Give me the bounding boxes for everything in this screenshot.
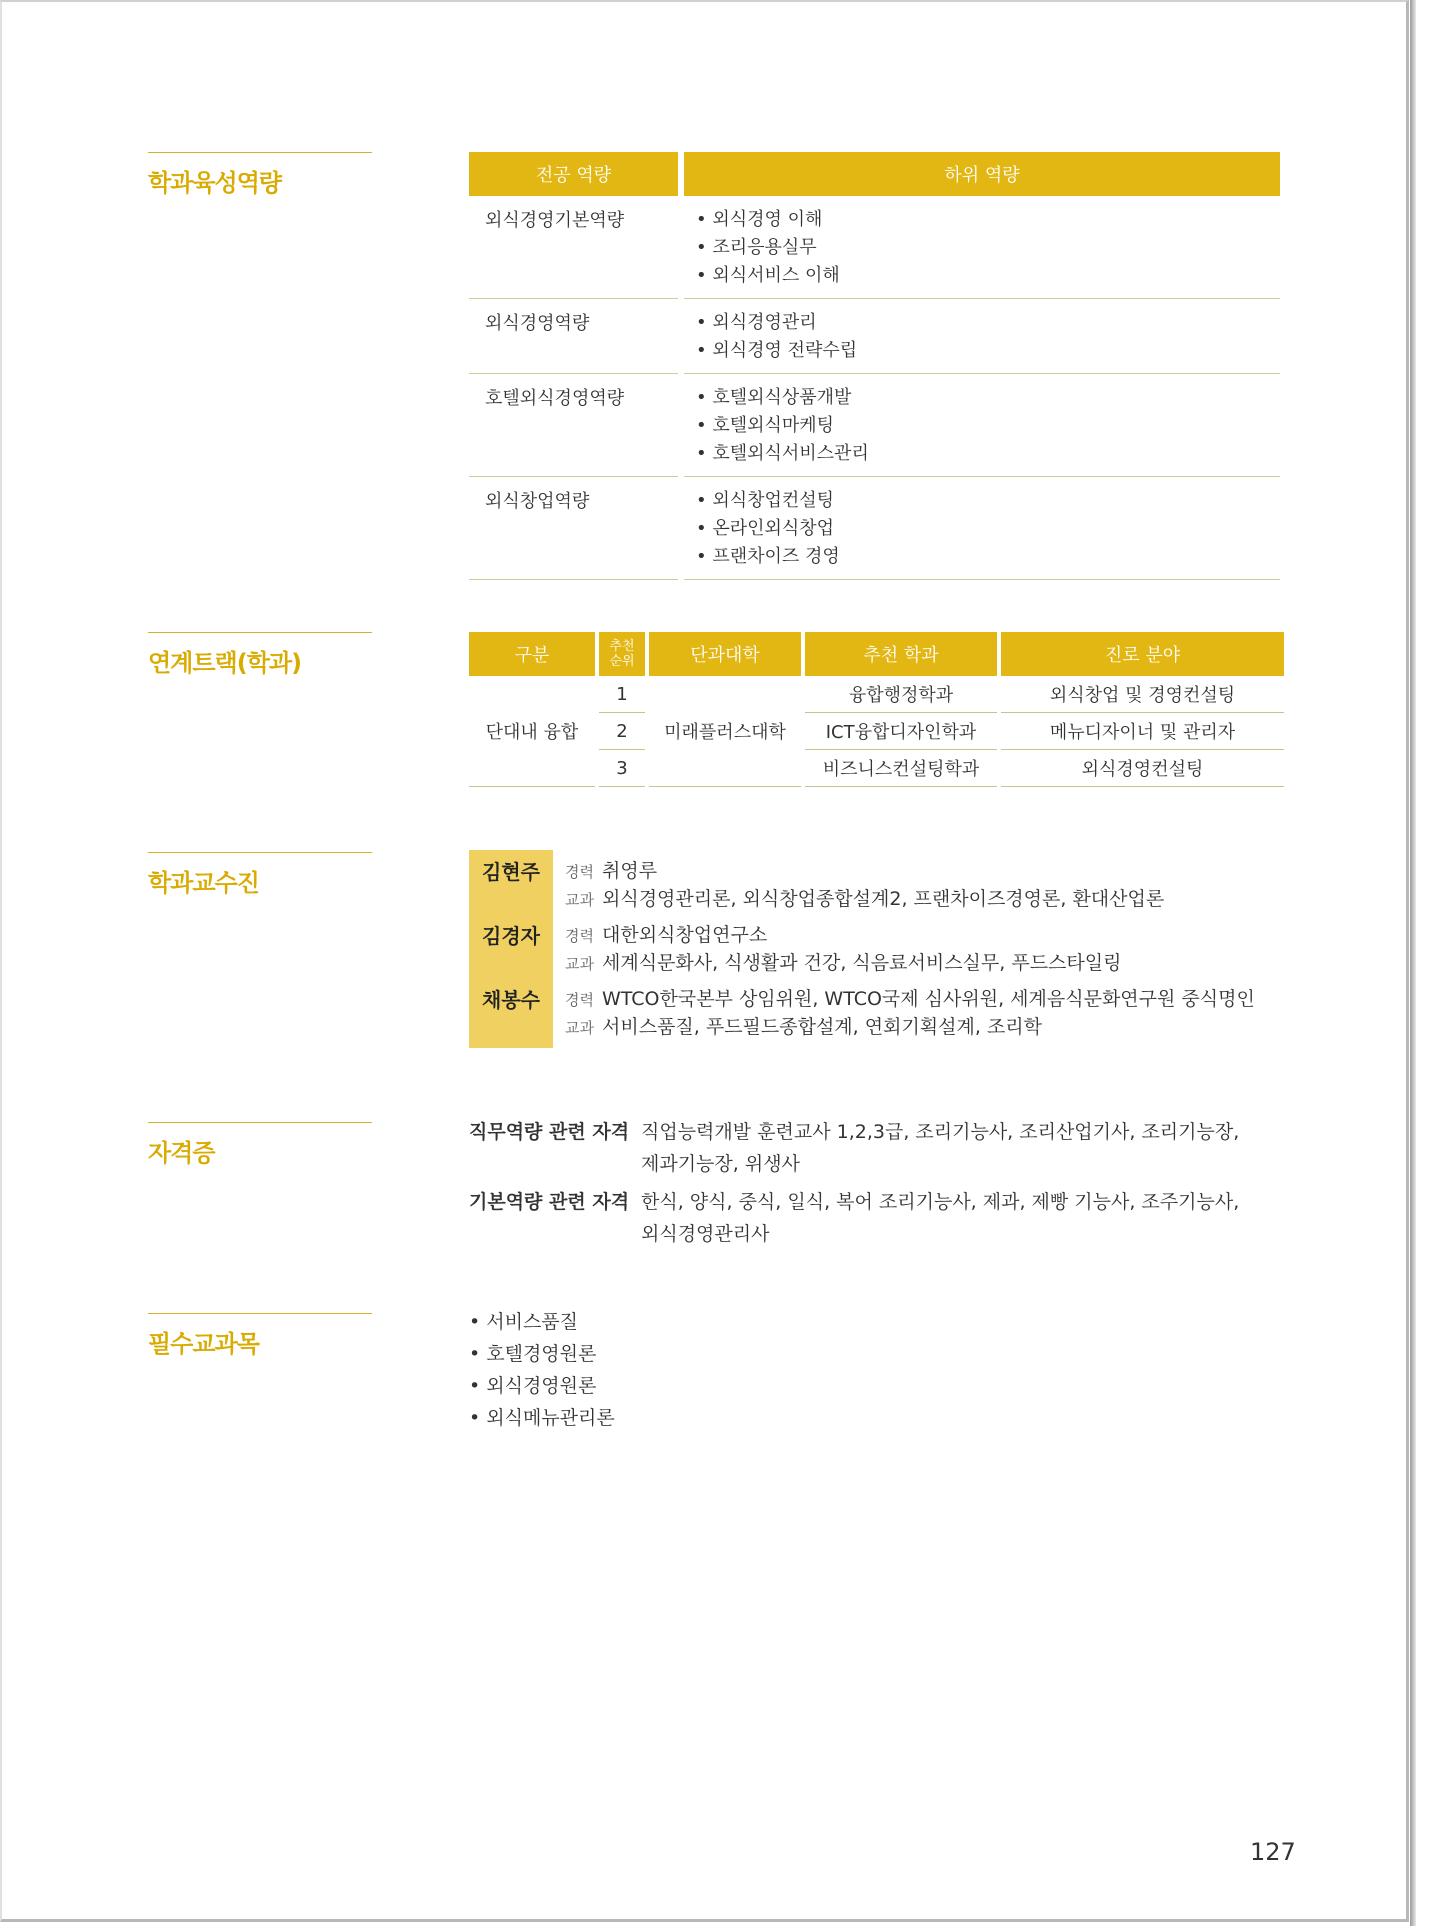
certificate-values — [641, 1116, 1239, 1180]
list-item: • 외식경영관리 — [696, 309, 1280, 337]
track-type: 단대내 융합 — [469, 676, 595, 787]
table-row — [469, 196, 1280, 299]
sub-competencies — [684, 477, 1280, 580]
certificate-line: 외식경영관리사 — [641, 1223, 770, 1245]
header-dept: 추천 학과 — [805, 632, 997, 676]
faculty-name: 김경자 — [482, 924, 540, 948]
section-title-track: 연계트랙(학과) — [148, 632, 372, 678]
list-item: • 서비스품질 — [469, 1306, 615, 1338]
faculty-course-row — [565, 1012, 1042, 1039]
header-career: 진로 분야 — [1001, 632, 1284, 676]
header-college: 단과대학 — [649, 632, 801, 676]
rank-cell: 2 — [599, 713, 645, 750]
dept-cell: 융합행정학과 — [805, 676, 997, 713]
section-title-certificates: 자격증 — [148, 1122, 372, 1168]
list-item: • 프랜차이즈 경영 — [696, 543, 1280, 571]
rank-cell: 3 — [599, 750, 645, 787]
faculty-course-row — [565, 948, 1121, 975]
career-cell: 외식창업 및 경영컨설팅 — [1001, 676, 1284, 713]
section-title-competency: 학과육성역량 — [148, 152, 372, 198]
major-competency: 외식창업역량 — [469, 477, 678, 580]
dept-cell: 비즈니스컨설팅학과 — [805, 750, 997, 787]
list-item: • 호텔경영원론 — [469, 1338, 615, 1370]
certificate-line: 직업능력개발 훈련교사 1,2,3급, 조리기능사, 조리산업기사, 조리기능장, — [641, 1121, 1240, 1143]
faculty-member — [469, 978, 1289, 1042]
college-cell: 미래플러스대학 — [649, 676, 801, 787]
list-item: • 호텔외식서비스관리 — [696, 440, 1280, 468]
list-item: • 호텔외식상품개발 — [696, 384, 1280, 412]
career-label: 경력 — [565, 863, 594, 881]
header-rank-bottom: 순위 — [609, 654, 635, 669]
faculty-career-row — [565, 920, 767, 947]
certificate-values — [641, 1186, 1239, 1250]
career-label: 경력 — [565, 927, 594, 945]
faculty-name: 채봉수 — [482, 988, 540, 1012]
table-row — [469, 299, 1280, 374]
rank-cell: 1 — [599, 676, 645, 713]
certificate-row — [469, 1186, 1289, 1250]
faculty-career: WTCO한국본부 상임위원, WTCO국제 심사위원, 세계음식문화연구원 중식명인 — [601, 988, 1255, 1010]
faculty-courses: 서비스품질, 푸드필드종합설계, 연회기획설계, 조리학 — [601, 1016, 1043, 1038]
table-row — [469, 477, 1280, 580]
faculty-member — [469, 850, 1289, 914]
header-type: 구분 — [469, 632, 595, 676]
career-label: 경력 — [565, 991, 594, 1009]
header-rank-top: 추천 — [609, 639, 635, 654]
certificate-line: 한식, 양식, 중식, 일식, 복어 조리기능사, 제과, 제빵 기능사, 조주기능사, — [641, 1191, 1240, 1213]
list-item: • 호텔외식마케팅 — [696, 412, 1280, 440]
faculty-career: 대한외식창업연구소 — [601, 924, 768, 946]
faculty-course-row — [565, 884, 1164, 911]
certificate-row — [469, 1116, 1289, 1180]
career-cell: 외식경영컨설팅 — [1001, 750, 1284, 787]
major-competency: 호텔외식경영역량 — [469, 374, 678, 477]
track-table — [465, 632, 1288, 787]
faculty-career-row — [565, 856, 657, 883]
sub-competencies — [684, 299, 1280, 374]
certificate-label: 기본역량 관련 자격 — [469, 1191, 630, 1213]
list-item: • 외식경영원론 — [469, 1370, 615, 1402]
faculty-courses: 외식경영관리론, 외식창업종합설계2, 프랜차이즈경영론, 환대산업론 — [601, 888, 1165, 910]
page-shadow — [1410, 0, 1416, 1926]
faculty-name: 김현주 — [482, 860, 540, 884]
header-sub: 하위 역량 — [684, 152, 1280, 196]
required-course-list — [469, 1306, 615, 1434]
faculty-career: 취영루 — [601, 860, 658, 882]
course-label: 교과 — [565, 1019, 594, 1037]
course-label: 교과 — [565, 955, 594, 973]
sub-competencies — [684, 196, 1280, 299]
faculty-courses: 세계식문화사, 식생활과 건강, 식음료서비스실무, 푸드스타일링 — [601, 952, 1122, 974]
table-row — [469, 374, 1280, 477]
page-number: 127 — [1250, 1838, 1296, 1866]
list-item: • 외식서비스 이해 — [696, 262, 1280, 290]
list-item: • 외식경영 전략수립 — [696, 337, 1280, 365]
faculty-member — [469, 914, 1289, 978]
course-label: 교과 — [565, 891, 594, 909]
section-title-faculty: 학과교수진 — [148, 852, 372, 898]
section-title-required: 필수교과목 — [148, 1313, 372, 1359]
career-cell: 메뉴디자이너 및 관리자 — [1001, 713, 1284, 750]
list-item: • 외식경영 이해 — [696, 206, 1280, 234]
list-item: • 조리응용실무 — [696, 234, 1280, 262]
list-item: • 외식메뉴관리론 — [469, 1402, 615, 1434]
certificate-line: 제과기능장, 위생사 — [641, 1153, 800, 1175]
header-rank — [599, 632, 645, 676]
major-competency: 외식경영기본역량 — [469, 196, 678, 299]
major-competency: 외식경영역량 — [469, 299, 678, 374]
list-item: • 외식창업컨설팅 — [696, 487, 1280, 515]
certificate-label: 직무역량 관련 자격 — [469, 1121, 630, 1143]
faculty-list — [469, 850, 1289, 1042]
sub-competencies — [684, 374, 1280, 477]
list-item: • 온라인외식창업 — [696, 515, 1280, 543]
competency-table — [463, 152, 1286, 580]
certificate-list — [469, 1116, 1289, 1256]
dept-cell: ICT융합디자인학과 — [805, 713, 997, 750]
header-major: 전공 역량 — [469, 152, 678, 196]
faculty-career-row — [565, 984, 1255, 1011]
table-row — [469, 676, 1284, 713]
